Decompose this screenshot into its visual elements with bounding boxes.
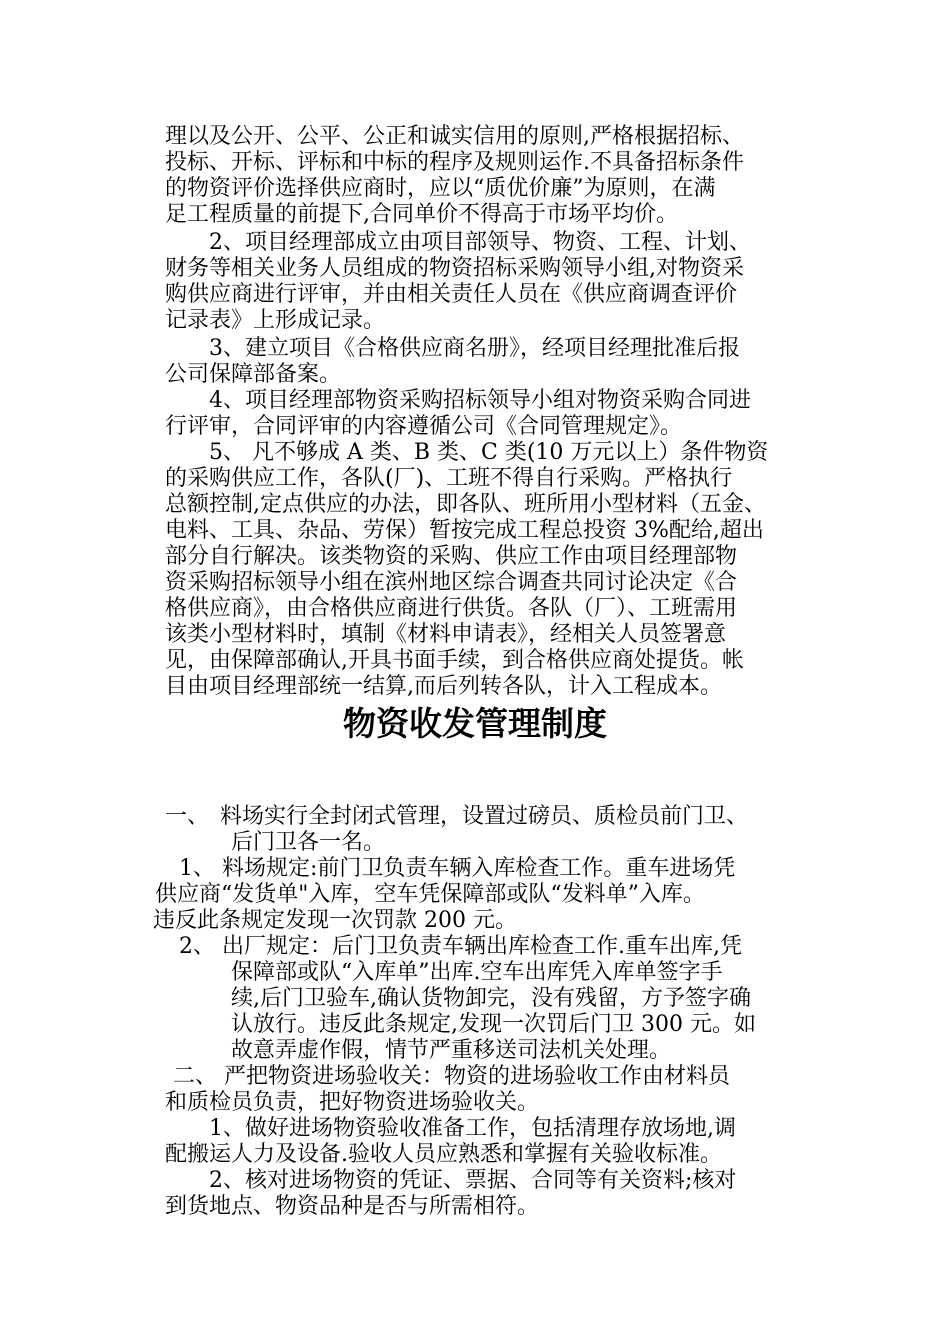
text-line: 目由项目经理部统一结算,而后列转各队，计入工程成本。 xyxy=(165,674,722,699)
text-line: 的物资评价选择供应商时，应以“质优价廉”为原则，在满 xyxy=(165,176,716,201)
text-line: 5、 凡不够成 A 类、B 类、C 类(10 万元以上）条件物资 xyxy=(209,440,769,465)
text-line: 电料、工具、杂品、劳保）暂按完成工程总投资 3%配给,超出 xyxy=(165,518,764,543)
text-line: 保障部或队“入库单”出库.空车出库凭入库单签字手 xyxy=(231,960,723,985)
text-line: 购供应商进行评审，并由相关责任人员在《供应商调查评价 xyxy=(165,282,738,307)
text-line: 足工程质量的前提下,合同单价不得高于市场平均价。 xyxy=(165,202,678,227)
rules-body-text xyxy=(153,804,815,1224)
text-line: 资采购招标领导小组在滨州地区综合调查共同讨论决定《合 xyxy=(165,570,738,595)
text-line: 格供应商》，由合格供应商进行供货。各队（厂）、工班需用 xyxy=(165,596,738,621)
text-line: 公司保障部备案。 xyxy=(165,362,342,387)
text-line: 投标、开标、评标和中标的程序及规则运作.不具备招标条件 xyxy=(165,150,744,175)
text-line: 2、 出厂规定：后门卫负责车辆出库检查工作.重车出库,凭 xyxy=(179,934,742,959)
text-line: 1、做好进场物资验收准备工作，包括清理存放场地,调 xyxy=(209,1116,736,1141)
text-line: 该类小型材料时，填制《材料申请表》，经相关人员签署意 xyxy=(165,622,727,647)
text-line: 和质检员负责，把好物资进场验收关。 xyxy=(165,1090,540,1115)
text-line: 后门卫各一名。 xyxy=(231,830,386,855)
text-line: 供应商“发货单"入库，空车凭保障部或队“发料单”入库。 xyxy=(155,882,705,907)
text-line: 认放行。违反此条规定,发现一次罚后门卫 300 元。如 xyxy=(231,1012,756,1037)
text-line: 部分自行解决。该类物资的采购、供应工作由项目经理部物 xyxy=(165,544,738,569)
text-line: 见，由保障部确认,开具书面手续，到合格供应商处提货。帐 xyxy=(165,648,744,673)
text-line: 理以及公开、公平、公正和诚实信用的原则,严格根据招标、 xyxy=(165,124,744,149)
text-line: 1、 料场规定:前门卫负责车辆入库检查工作。重车进场凭 xyxy=(179,856,736,881)
text-line: 故意弄虚作假，情节严重移送司法机关处理。 xyxy=(231,1038,672,1063)
text-line: 二、 严把物资进场验收关：物资的进场验收工作由材料员 xyxy=(173,1064,730,1089)
text-line: 行评审，合同评审的内容遵循公司《合同管理规定》。 xyxy=(165,414,683,439)
text-line: 违反此条规定发现一次罚款 200 元。 xyxy=(153,908,517,933)
upper-body-text xyxy=(165,124,815,704)
text-line: 2、项目经理部成立由项目部领导、物资、工程、计划、 xyxy=(209,230,751,255)
text-line: 2、核对进场物资的凭证、票据、合同等有关资料;核对 xyxy=(209,1168,737,1193)
text-line: 记录表》上形成记录。 xyxy=(165,308,386,333)
text-line: 总额控制,定点供应的办法，即各队、班所用小型材料（五金、 xyxy=(165,492,766,517)
text-line: 的采购供应工作，各队(厂)、工班不得自行采购。严格执行 xyxy=(165,466,733,491)
text-line: 配搬运人力及设备.验收人员应熟悉和掌握有关验收标准。 xyxy=(165,1142,722,1167)
text-line: 3、建立项目《合格供应商名册》，经项目经理批准后报 xyxy=(209,336,740,361)
text-line: 一、 料场实行全封闭式管理，设置过磅员、质检员前门卫、 xyxy=(165,804,749,829)
text-line: 续,后门卫验车,确认货物卸完，没有残留，方予签字确 xyxy=(231,986,751,1011)
text-line: 财务等相关业务人员组成的物资招标采购领导小组,对物资采 xyxy=(165,256,744,281)
section-title: 物资收发管理制度 xyxy=(343,704,607,743)
text-line: 到货地点、物资品种是否与所需相符。 xyxy=(165,1194,540,1219)
text-line: 4、项目经理部物资采购招标领导小组对物资采购合同进 xyxy=(209,388,751,413)
